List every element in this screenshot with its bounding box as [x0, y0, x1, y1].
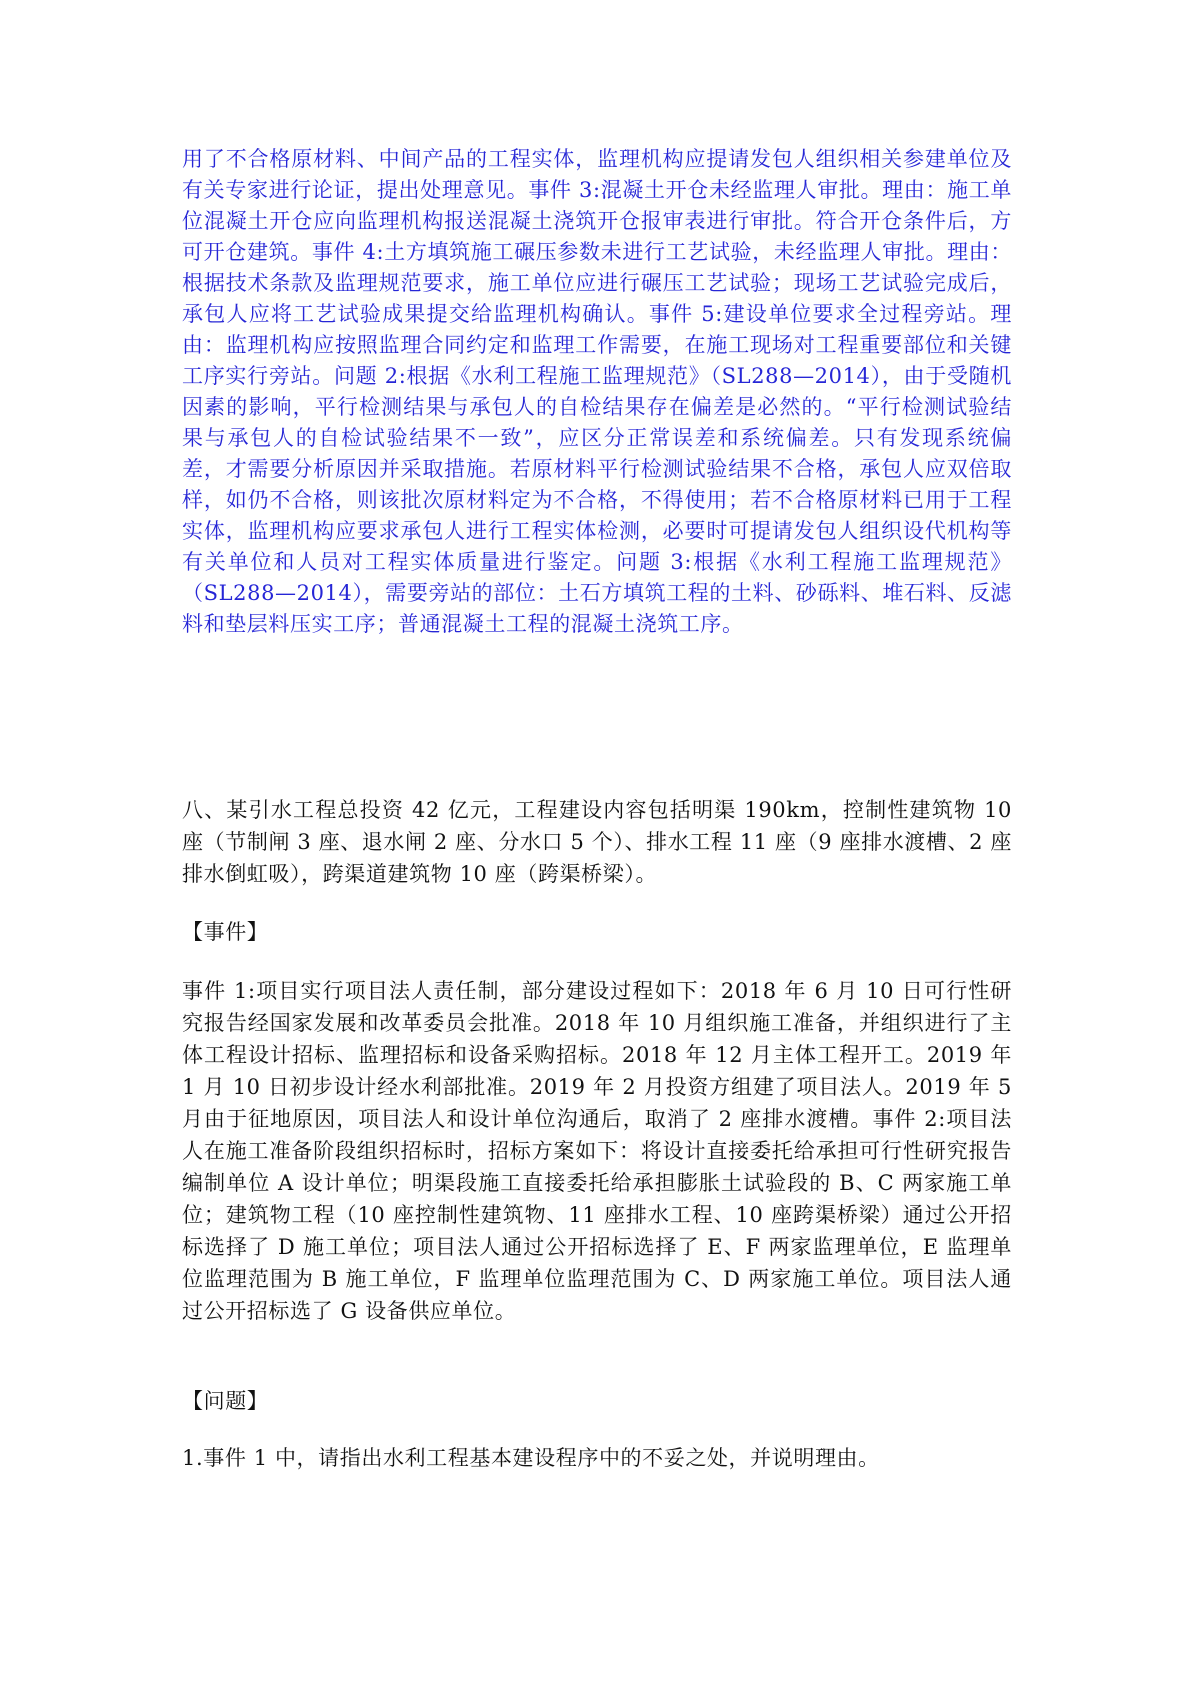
events-paragraph: 事件 1:项目实行项目法人责任制，部分建设过程如下：2018 年 6 月 10 日可行性研究报告经国家发展和改革委员会批准。2018 年 10 月组织施工准备，并组织进行了主体工程设计招标、监理招标和设备采购招标。2018 年 12 月主体工程开工。2019 年 1 月 10 日初步设计经水利部批准。2019 年 2 月投资方组建了项目法人。2019 年 5 月由于征地原因，项目法人和设计单位沟通后，取消了 2 座排水渡槽。事件 2:项目法人在施工准备阶段组织招标时，招标方案如下：将设计直接委托给承担可行性研究报告编制单位 A 设计单位；明渠段施工直接委托给承担膨胀土试验段的 B、C 两家施工单位；建筑物工程（10 座控制性建筑物、11 座排水工程、10 座跨渠桥梁）通过公开招标选择了 D 施工单位；项目法人通过公开招标选择了 E、F 两家监理单位，E 监理单位监理范围为 B 施工单位，F 监理单位监理范围为 C、D 两家施工单位。项目法人通过公开招标选了 G 设备供应单位。 — [182, 979, 1012, 1323]
question-item: 1.事件 1 中，请指出水利工程基本建设程序中的不妥之处，并说明理由。 — [182, 1446, 880, 1470]
questions-header: 【问题】 — [182, 1389, 269, 1413]
question-intro-paragraph: 八、某引水工程总投资 42 亿元，工程建设内容包括明渠 190km，控制性建筑物 10 座（节制闸 3 座、退水闸 2 座、分水口 5 个）、排水工程 11 座（9 座排水渡槽、2 座排水倒虹吸），跨渠道建筑物 10 座（跨渠桥梁）。 — [182, 798, 1012, 886]
answer-paragraph: 用了不合格原材料、中间产品的工程实体，监理机构应提请发包人组织相关参建单位及有关专家进行论证，提出处理意见。事件 3:混凝土开仓未经监理人审批。理由：施工单位混凝土开仓应向监理机构报送混凝土浇筑开仓报审表进行审批。符合开仓条件后，方可开仓建筑。事件 4:土方填筑施工碾压参数未进行工艺试验，未经监理人审批。理由：根据技术条款及监理规范要求，施工单位应进行碾压工艺试验；现场工艺试验完成后，承包人应将工艺试验成果提交给监理机构确认。事件 5:建设单位要求全过程旁站。理由：监理机构应按照监理合同约定和监理工作需要，在施工现场对工程重要部位和关键工序实行旁站。问题 2:根据《水利工程施工监理规范》（SL288—2014），由于受随机因素的影响，平行检测结果与承包人的自检结果存在偏差是必然的。“平行检测试验结果与承包人的自检试验结果不一致”，应区分正常误差和系统偏差。只有发现系统偏差，才需要分析原因并采取措施。若原材料平行检测试验结果不合格，承包人应双倍取样，如仍不合格，则该批次原材料定为不合格，不得使用；若不合格原材料已用于工程实体，监理机构应要求承包人进行工程实体检测，必要时可提请发包人组织设代机构等有关单位和人员对工程实体质量进行鉴定。问题 3:根据《水利工程施工监理规范》（SL288—2014），需要旁站的部位：土石方填筑工程的土料、砂砾料、堆石料、反滤料和垫层料压实工序；普通混凝土工程的混凝土浇筑工序。 — [182, 147, 1012, 636]
events-header: 【事件】 — [182, 920, 269, 944]
